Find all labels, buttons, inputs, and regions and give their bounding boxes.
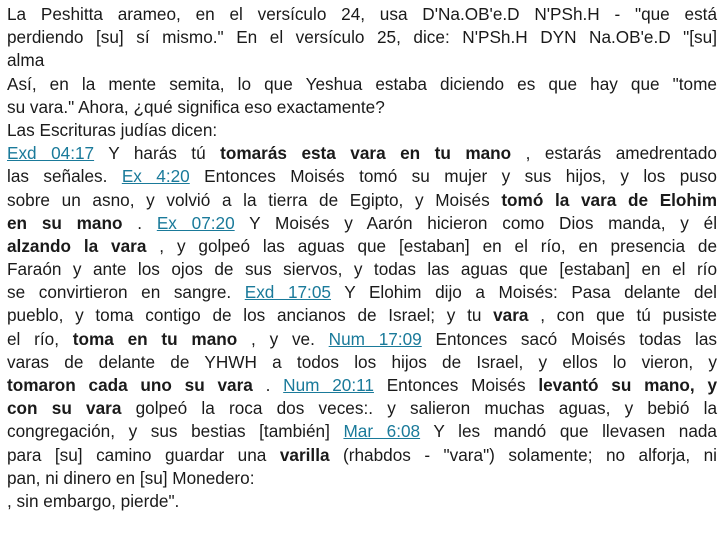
text-line xyxy=(7,467,717,490)
text-span: Y Moisés y Aarón hicieron como Dios manda, y él xyxy=(234,212,718,233)
text-span: alma xyxy=(7,50,45,71)
emphasized-text: en su mano xyxy=(7,212,123,233)
emphasized-text: tomó la vara de Elohim xyxy=(501,189,717,210)
scripture-reference-link[interactable]: Num 20:11 xyxy=(283,375,374,395)
scripture-reference-link[interactable]: Exd 04:17 xyxy=(7,143,95,164)
emphasized-text: levantó su mano, y xyxy=(538,375,717,395)
text-line xyxy=(7,420,717,443)
text-span: Y Elohim dijo a Moisés: Pasa delante del xyxy=(330,282,717,303)
text-span: Las Escrituras judías dicen: xyxy=(7,119,218,140)
text-span: las señales. xyxy=(7,166,122,187)
text-span: Entonces Moisés tomó su mujer y sus hijos, y los puso xyxy=(189,166,717,187)
text-span: golpeó la roca dos veces:. y salieron muchas aguas, y bebió la xyxy=(121,398,718,419)
text-span: se convirtieron en sangre. xyxy=(7,282,245,303)
text-line xyxy=(7,374,717,397)
text-line xyxy=(7,212,717,235)
text-span: Entonces Moisés xyxy=(373,375,539,395)
text-line xyxy=(7,142,717,165)
text-span: , estarás amedrentado xyxy=(511,143,717,164)
scripture-reference-link[interactable]: Exd 17:05 xyxy=(244,282,331,303)
text-span: pan, ni dinero en [su] Monedero: xyxy=(7,467,255,488)
text-line xyxy=(7,281,717,304)
text-line xyxy=(7,3,717,26)
text-span: Y les mandó que llevasen nada xyxy=(420,421,717,442)
text-line xyxy=(7,351,717,374)
text-line xyxy=(7,96,717,119)
text-span: congregación, y sus bestias [también] xyxy=(7,421,344,442)
emphasized-text: vara xyxy=(493,305,529,326)
text-span: La Peshitta arameo, en el versículo 24, usa D'Na.OB'e.D N'PSh.H - "que está xyxy=(7,4,717,24)
text-span: , sin embargo, pierde". xyxy=(7,490,180,511)
text-line xyxy=(7,258,717,281)
text-span: Entonces sacó Moisés todas las xyxy=(421,328,718,349)
text-span: su vara." Ahora, ¿qué significa eso exactamente? xyxy=(7,96,385,117)
text-span: . xyxy=(252,375,284,395)
text-line xyxy=(7,26,717,49)
text-span: , con que tú pusiste xyxy=(528,305,717,326)
text-line xyxy=(7,304,717,327)
text-line xyxy=(7,444,717,467)
text-span: , y golpeó las aguas que [estaban] en el río, en presencia de xyxy=(146,235,718,256)
text-line xyxy=(7,490,717,513)
text-line xyxy=(7,397,717,420)
text-span: perdiendo [su] sí mismo." En el versículo 25, dice: N'PSh.H DYN Na.OB'e.D "[su] xyxy=(7,27,717,48)
text-span: Así, en la mente semita, lo que Yeshua estaba diciendo es que hay que "tome xyxy=(7,73,717,94)
emphasized-text: con su vara xyxy=(7,398,122,419)
scripture-reference-link[interactable]: Ex 07:20 xyxy=(156,212,235,233)
text-line xyxy=(7,119,717,142)
text-span: el río, xyxy=(7,328,73,349)
text-span: sobre un asno, y volvió a la tierra de Egipto, y Moisés xyxy=(7,189,502,210)
emphasized-text: toma en tu mano xyxy=(72,328,238,349)
text-line xyxy=(7,49,717,72)
text-span: Faraón y ante los ojos de sus siervos, y todas las aguas que [estaban] en el río xyxy=(7,259,717,280)
text-line xyxy=(7,189,717,212)
text-span: varas de delante de YHWH a todos los hijos de Israel, y ellos lo vieron, y xyxy=(7,351,717,372)
text-line xyxy=(7,165,717,188)
scripture-reference-link[interactable]: Mar 6:08 xyxy=(343,421,421,442)
text-line xyxy=(7,235,717,258)
text-span: pueblo, y toma contigo de los ancianos de Israel; y tu xyxy=(7,305,494,326)
emphasized-text: alzando la vara xyxy=(7,235,147,256)
text-span: . xyxy=(122,212,157,233)
scripture-reference-link[interactable]: Ex 4:20 xyxy=(121,166,190,187)
text-span: para [su] camino guardar una xyxy=(7,444,280,465)
text-line xyxy=(7,328,717,351)
text-span: (rhabdos - "vara") solamente; no alforja, ni xyxy=(329,444,717,465)
document-body xyxy=(7,3,717,513)
emphasized-text: tomarás esta vara en tu mano xyxy=(220,143,512,164)
text-span: , y ve. xyxy=(237,328,329,349)
text-line xyxy=(7,73,717,96)
emphasized-text: tomaron cada uno su vara xyxy=(7,375,253,395)
emphasized-text: varilla xyxy=(279,444,330,465)
text-span: Y harás tú xyxy=(94,143,221,164)
scripture-reference-link[interactable]: Num 17:09 xyxy=(328,328,422,349)
